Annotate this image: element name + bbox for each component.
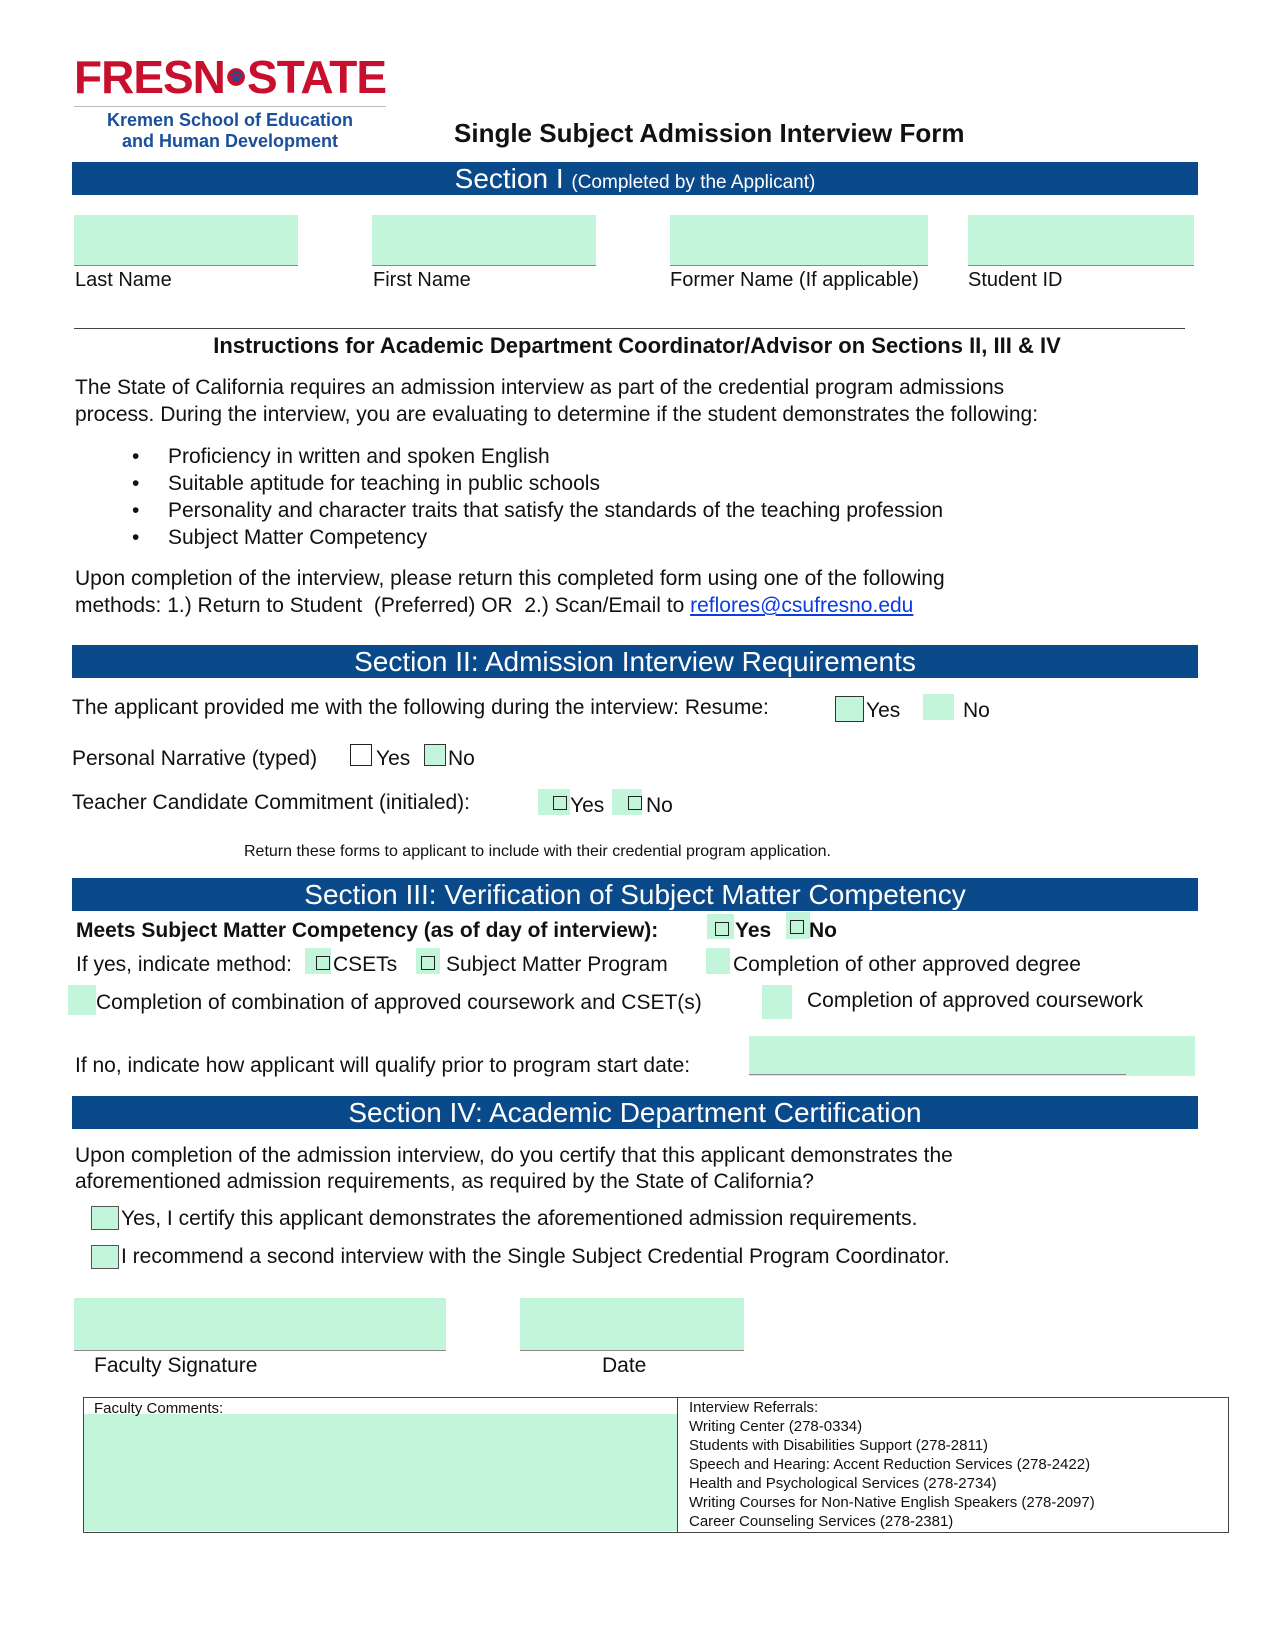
instructions-para2-line2 (75, 592, 913, 619)
method-degree-label: Completion of other approved degree (733, 953, 1081, 976)
bullet-icon: • (132, 472, 140, 495)
email-link[interactable]: reflores@csufresno.edu (690, 594, 914, 617)
referral-item: Writing Center (278-0334) (689, 1418, 863, 1435)
narrative-question: Personal Narrative (typed) (72, 747, 318, 770)
instructions-para1-line1: The State of California requires an admission interview as part of the credential program admissions (75, 376, 1005, 399)
referral-item: Students with Disabilities Support (278-2811) (689, 1437, 989, 1454)
referral-item: Career Counseling Services (278-2381) (689, 1513, 954, 1530)
commitment-question: Teacher Candidate Commitment (initialed): (72, 791, 471, 814)
resume-yes-checkbox[interactable] (835, 696, 864, 722)
date-label: Date (602, 1354, 647, 1377)
narrative-yes-checkbox[interactable] (350, 744, 372, 766)
paw-icon (226, 60, 246, 94)
instructions-heading: Instructions for Academic Department Coordinator/Advisor on Sections II, III & IV (213, 333, 1061, 358)
second-interview-checkbox[interactable] (91, 1245, 119, 1269)
method-csets-label: CSETs (333, 953, 398, 976)
commitment-no-label: No (646, 794, 673, 817)
faculty-comments-label: Faculty Comments: (94, 1400, 224, 1417)
first-name-label: First Name (373, 269, 471, 291)
commitment-yes-checkbox[interactable] (553, 796, 567, 810)
commitment-no-checkbox[interactable] (628, 796, 642, 810)
method-coursework-label: Completion of approved coursework (807, 989, 1144, 1012)
resume-yes-label: Yes (866, 699, 901, 722)
student-id-field[interactable] (968, 215, 1194, 266)
narrative-no-checkbox[interactable] (424, 744, 446, 766)
first-name-field[interactable] (372, 215, 596, 266)
method-csets-checkbox[interactable] (316, 956, 330, 970)
resume-no-checkbox[interactable] (923, 694, 954, 720)
section1-heading: Section I (454, 163, 564, 194)
section3-banner: Section III: Verification of Subject Matter Competency (72, 878, 1198, 911)
meets-competency-question: Meets Subject Matter Competency (as of day of interview): (76, 919, 659, 942)
logo-word-state: STATE (247, 51, 386, 103)
bullet-icon: • (132, 445, 140, 468)
return-forms-note: Return these forms to applicant to include with their credential program application. (244, 843, 831, 860)
former-name-field[interactable] (670, 215, 928, 266)
bullet-icon: • (132, 499, 140, 522)
instructions-para2-line1: Upon completion of the interview, please return this completed form using one of the following (75, 567, 945, 590)
commitment-yes-label: Yes (570, 794, 605, 817)
if-no-field[interactable] (749, 1036, 1195, 1076)
faculty-signature-field[interactable] (74, 1298, 446, 1351)
comments-divider (677, 1397, 678, 1532)
meets-yes-checkbox[interactable] (715, 922, 729, 936)
certify-question-line1: Upon completion of the admission interview, do you certify that this applicant demonstrates the (75, 1144, 953, 1167)
logo-line-2: and Human Development (121, 131, 339, 151)
method-label: If yes, indicate method: (76, 953, 292, 976)
instructions-para1-line2: process. During the interview, you are evaluating to determine if the student demonstrates the following: (75, 403, 1039, 426)
resume-question: The applicant provided me with the following during the interview: Resume: (72, 696, 769, 719)
last-name-label: Last Name (75, 269, 172, 291)
method-program-checkbox[interactable] (421, 956, 435, 970)
form-title: Single Subject Admission Interview Form (454, 118, 965, 148)
meets-yes-label: Yes (735, 919, 772, 942)
divider (74, 328, 1185, 329)
return-methods-text: methods: 1.) Return to Student (Preferred) OR 2.) Scan/Email to (75, 594, 691, 617)
method-degree-checkbox[interactable] (706, 948, 730, 974)
bullet-item: Personality and character traits that satisfy the standards of the teaching profession (168, 499, 944, 522)
last-name-field[interactable] (74, 215, 298, 266)
faculty-signature-label: Faculty Signature (94, 1354, 258, 1377)
certify-yes-checkbox[interactable] (91, 1206, 119, 1230)
second-interview-label: I recommend a second interview with the Single Subject Credential Program Coordinator. (121, 1245, 950, 1268)
student-id-label: Student ID (968, 269, 1063, 291)
if-no-question: If no, indicate how applicant will qualify prior to program start date: (75, 1054, 691, 1077)
meets-no-label: No (809, 919, 837, 942)
former-name-label: Former Name (If applicable) (670, 269, 919, 291)
narrative-no-label: No (448, 747, 475, 770)
meets-no-checkbox[interactable] (790, 920, 804, 934)
if-no-underline (749, 1074, 1126, 1075)
certify-yes-label: Yes, I certify this applicant demonstrates the aforementioned admission requirements. (121, 1207, 918, 1230)
referral-item: Writing Courses for Non-Native English Speakers (278-2097) (689, 1494, 1095, 1511)
logo-word-fresno: FRESN (74, 51, 225, 103)
resume-no-label: No (963, 699, 990, 722)
section1-subheading: (Completed by the Applicant) (571, 172, 816, 193)
referral-item: Speech and Hearing: Accent Reduction Services (278-2422) (689, 1456, 1091, 1473)
logo (74, 52, 386, 152)
method-combination-label: Completion of combination of approved coursework and CSET(s) (96, 991, 702, 1014)
bullet-item: Proficiency in written and spoken English (168, 445, 550, 468)
faculty-comments-field[interactable] (84, 1414, 677, 1531)
referral-item: Health and Psychological Services (278-2734) (689, 1475, 997, 1492)
method-program-label: Subject Matter Program (446, 953, 668, 976)
narrative-yes-label: Yes (376, 747, 411, 770)
logo-line-1: Kremen School of Education (106, 110, 354, 130)
bullet-icon: • (132, 526, 140, 549)
referrals-label: Interview Referrals: (689, 1399, 819, 1416)
section2-banner: Section II: Admission Interview Requirements (72, 645, 1198, 678)
section4-banner: Section IV: Academic Department Certification (72, 1096, 1198, 1129)
method-coursework-checkbox[interactable] (762, 985, 792, 1019)
section1-banner (72, 162, 1198, 195)
bullet-item: Suitable aptitude for teaching in public schools (168, 472, 600, 495)
bullet-item: Subject Matter Competency (168, 526, 428, 549)
date-field[interactable] (520, 1298, 744, 1351)
method-combination-checkbox[interactable] (68, 985, 96, 1015)
certify-question-line2: aforementioned admission requirements, as required by the State of California? (75, 1170, 814, 1193)
